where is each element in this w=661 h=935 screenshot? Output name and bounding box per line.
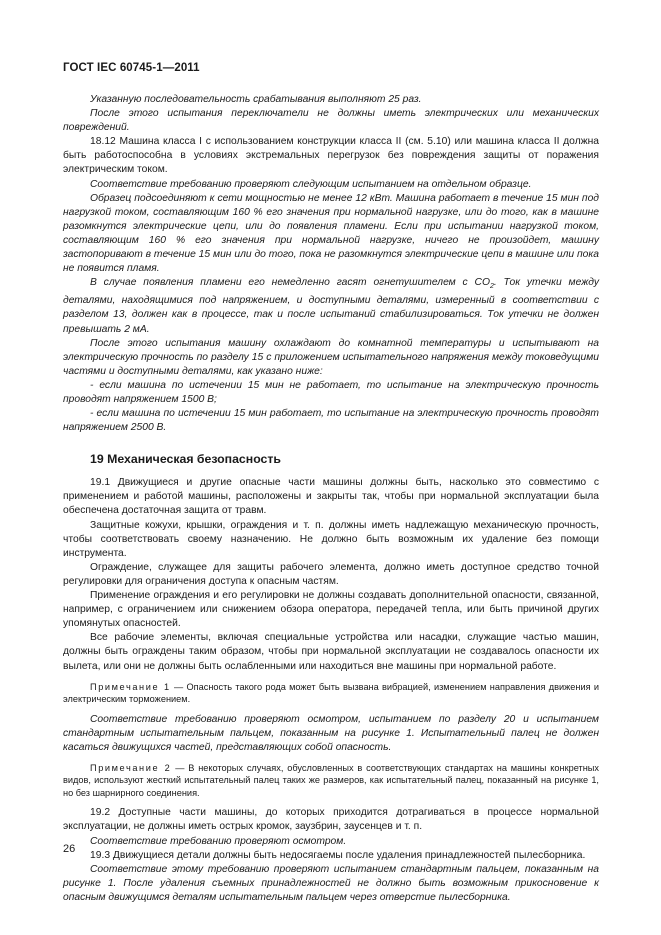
paragraph: Применение ограждения и его регулировки не должны создавать дополнительной опасности, связанной, например, с ограничением или снижением обзора оператора, передачей тепла, или быть причиной других упомянутых опасностей. xyxy=(63,590,599,630)
document-header: ГОСТ IEC 60745-1—2011 xyxy=(63,62,200,74)
paragraph: Соответствие требованию проверяют осмотром, испытанием по разделу 20 и испытанием стандартным испытательным пальцем, показанным на рисунке 1. Испытательный палец не должен касаться движущихся частей, представляющих собой опасность. xyxy=(63,713,599,753)
page-number: 26 xyxy=(63,843,76,855)
paragraph-co2 xyxy=(63,276,599,336)
section-heading: 19 Механическая безопасность xyxy=(90,452,281,467)
text-part: . Ток утечки между деталями, находящимися под напряжением, и доступными деталями, измеренный в соответствии с разделом 13, должен как в процессе, так и после испытаний стабилизироваться. Ток утечки не должен превышать 2 мА. xyxy=(63,277,599,335)
text-part: В случае появления пламени его немедленно гасят огнетушителем с CO xyxy=(90,277,490,289)
note-text: — В некоторых случаях, обусловленных в соответствующих стандартах на машины конкретных видов, используют жесткий испытательный палец таких же размеров, как испытательный палец, показанный на рисунке 1, но без шарнирного соединения. xyxy=(63,762,599,798)
paragraph: Образец подсоединяют к сети мощностью не менее 12 кВт. Машина работает в течение 15 мин под нагрузкой током, составляющим 160 % его значения при нормальной нагрузке, или до того, как в машине разомкнутся электрические цепи, или до появления пламени. Если при испытании нагрузкой током, составляющим 160 % его значения при нормальной нагрузке, ничего не произойдет, машину застопоривают в течение 15 мин или до того, пока не разомкнутся электрические цепи в машине или пока не появится пламя. xyxy=(63,192,599,275)
paragraph: Соответствие этому требованию проверяют испытанием стандартным пальцем, показанным на рисунке 1. После удаления съемных принадлежностей не должно быть возможным прикосновение к опасным движущимся деталям испытательным пальцем через отверстие пылесборника. xyxy=(63,863,599,903)
note-text: — Опасность такого рода может быть вызвана вибрацией, изменением направления движения и электрическим торможением. xyxy=(63,681,599,705)
clause-19-3: 19.3 Движущиеся детали должны быть недосягаемы после удаления принадлежностей пылесборника. xyxy=(90,849,586,861)
clause-18-12: 18.12 Машина класса I с использованием конструкции класса II (см. 5.10) или машина класса II должна быть работоспособна в условиях экстремальных перегрузок без повреждения защиты от поражения электрическим током. xyxy=(63,136,599,176)
paragraph: Соответствие требованию проверяют следующим испытанием на отдельном образце. xyxy=(90,178,532,190)
subscript: 2 xyxy=(489,283,494,291)
list-item: - если машина по истечении 15 мин работает, то испытание на электрическую прочность проводят напряжением 2500 В. xyxy=(63,408,599,434)
paragraph: После этого испытания переключатели не должны иметь электрических или механических повреждений. xyxy=(63,108,599,134)
paragraph: Все рабочие элементы, включая специальные устройства или насадки, служащие частью машин, должны быть ограждены таким образом, чтобы при нормальной эксплуатации не создавалось опасности их вылета, или они не должны быть ослабленными или находиться вне машины при нормальной работе. xyxy=(63,632,599,672)
list-item: - если машина по истечении 15 мин не работает, то испытание на электрическую прочность проводят напряжением 1500 В; xyxy=(63,379,599,406)
document-body xyxy=(63,93,599,905)
paragraph: Соответствие требованию проверяют осмотром. xyxy=(90,835,347,847)
paragraph: После этого испытания машину охлаждают до комнатной температуры и испытывают на электрическую прочность по разделу 15 с приложением испытательного напряжения между токоведущими частями и доступными деталями, как указано ниже: xyxy=(63,337,599,377)
paragraph: Ограждение, служащее для защиты рабочего элемента, должно иметь доступное средство точной регулировки для ограничения доступа к опасным частям. xyxy=(63,561,599,587)
paragraph: Указанную последовательность срабатывания выполняют 25 раз. xyxy=(90,94,422,105)
note-label: Примечание 2 xyxy=(90,762,172,773)
clause-19-2: 19.2 Доступные части машины, до которых приходится дотрагиваться в процессе нормальной эксплуатации, не должны иметь острых кромок, заузбрин, заусенцев и т. п. xyxy=(63,807,599,833)
note-1 xyxy=(63,681,599,706)
note-2 xyxy=(63,762,599,800)
note-label: Примечание 1 xyxy=(90,681,171,692)
paragraph: Защитные кожухи, крышки, ограждения и т. п. должны иметь надлежащую механическую прочность, чтобы соответствовать своему назначению. Не должно быть возможным их удаление без помощи инструмента. xyxy=(63,519,599,559)
clause-19-1: 19.1 Движущиеся и другие опасные части машины должны быть, насколько это совместимо с применением и работой машины, расположены и закрыты так, чтобы при нормальной эксплуатации была обеспечена достаточная защита от травм. xyxy=(63,477,599,517)
